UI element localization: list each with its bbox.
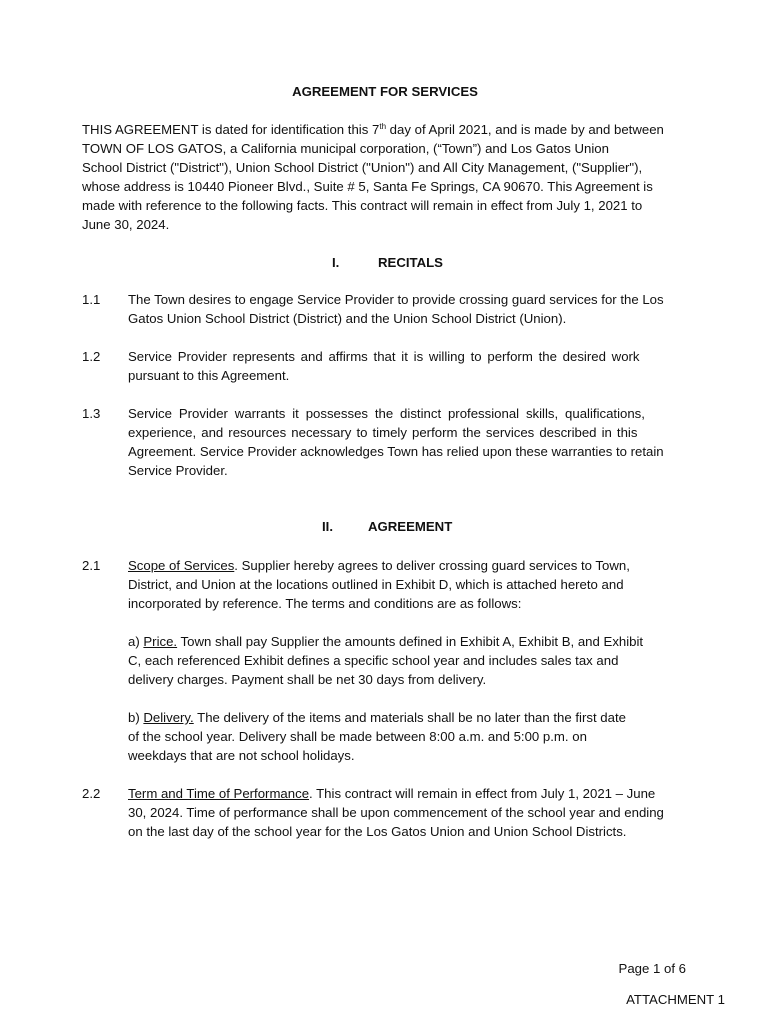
- clause-2-1-line-1: Scope of Services. Supplier hereby agrees to deliver crossing guard services to Town,: [128, 558, 630, 573]
- intro-line-2: TOWN OF LOS GATOS, a California municipal corporation, (“Town”) and Los Gatos Union: [82, 141, 609, 156]
- section-2-number: II.: [322, 519, 333, 534]
- clause-number: 1.3: [82, 406, 101, 421]
- attachment-label: ATTACHMENT 1: [626, 992, 725, 1007]
- document-title: AGREEMENT FOR SERVICES: [292, 84, 478, 99]
- clause-1-3-line-4: Service Provider.: [128, 463, 228, 478]
- section-1-number: I.: [332, 255, 340, 270]
- delivery-line-2: of the school year. Delivery shall be made between 8:00 a.m. and 5:00 p.m. on: [128, 729, 587, 744]
- price-line-1: a) Price. Town shall pay Supplier the amounts defined in Exhibit A, Exhibit B, and Exhibit: [128, 634, 644, 649]
- section-2-heading: AGREEMENT: [368, 519, 453, 534]
- delivery-line-1: b) Delivery. The delivery of the items and materials shall be no later than the first date: [128, 710, 626, 725]
- clause-2-2-line-1: Term and Time of Performance. This contract will remain in effect from July 1, 2021 – June: [128, 786, 656, 801]
- intro-line-4: whose address is 10440 Pioneer Blvd., Suite # 5, Santa Fe Springs, CA 90670. This Agreement is: [82, 179, 653, 194]
- clause-1-1-line-2: Gatos Union School District (District) and the Union School District (Union).: [128, 311, 567, 326]
- clause-2-1-line-2: District, and Union at the locations outlined in Exhibit D, which is attached hereto and: [128, 577, 624, 592]
- clause-number: 2.2: [82, 786, 101, 801]
- clause-number: 2.1: [82, 558, 101, 573]
- intro-line-3: School District ("District"), Union School District ("Union") and All City Management, ("Supplier"),: [82, 160, 643, 175]
- intro-line-5: made with reference to the following facts. This contract will remain in effect from July 1, 2021 to: [82, 198, 643, 213]
- clause-number: 1.2: [82, 349, 101, 364]
- price-line-3: delivery charges. Payment shall be net 30 days from delivery.: [128, 672, 487, 687]
- clause-1-2-line-1: Service Provider represents and affirms that it is willing to perform the desired work: [128, 349, 640, 364]
- clause-1-3-line-2: experience, and resources necessary to timely perform the services described in this: [128, 425, 638, 440]
- clause-2-1-line-3: incorporated by reference. The terms and conditions are as follows:: [128, 596, 522, 611]
- scope-of-services-title: Scope of Services: [128, 558, 235, 573]
- delivery-title: Delivery.: [143, 710, 194, 725]
- clause-1-3-line-3: Agreement. Service Provider acknowledges Town has relied upon these warranties to retain: [128, 444, 664, 459]
- delivery-line-3: weekdays that are not school holidays.: [128, 748, 355, 763]
- clause-1-2-line-2: pursuant to this Agreement.: [128, 368, 290, 383]
- intro-line-6: June 30, 2024.: [82, 217, 170, 232]
- clause-2-2-line-2: 30, 2024. Time of performance shall be upon commencement of the school year and ending: [128, 805, 664, 820]
- price-title: Price.: [143, 634, 178, 649]
- clause-1-1-line-1: The Town desires to engage Service Provider to provide crossing guard services for the Los: [128, 292, 664, 307]
- clause-number: 1.1: [82, 292, 101, 307]
- clause-1-3-line-1: Service Provider warrants it possesses the distinct professional skills, qualifications,: [128, 406, 645, 421]
- intro-line-1: THIS AGREEMENT is dated for identification this 7th day of April 2021, and is made by and between: [82, 122, 664, 137]
- page-number: Page 1 of 6: [618, 961, 686, 976]
- section-1-heading: RECITALS: [378, 255, 443, 270]
- price-line-2: C, each referenced Exhibit defines a specific school year and includes sales tax and: [128, 653, 619, 668]
- term-title: Term and Time of Performance: [128, 786, 310, 801]
- clause-2-2-line-3: on the last day of the school year for the Los Gatos Union and Union School Districts.: [128, 824, 627, 839]
